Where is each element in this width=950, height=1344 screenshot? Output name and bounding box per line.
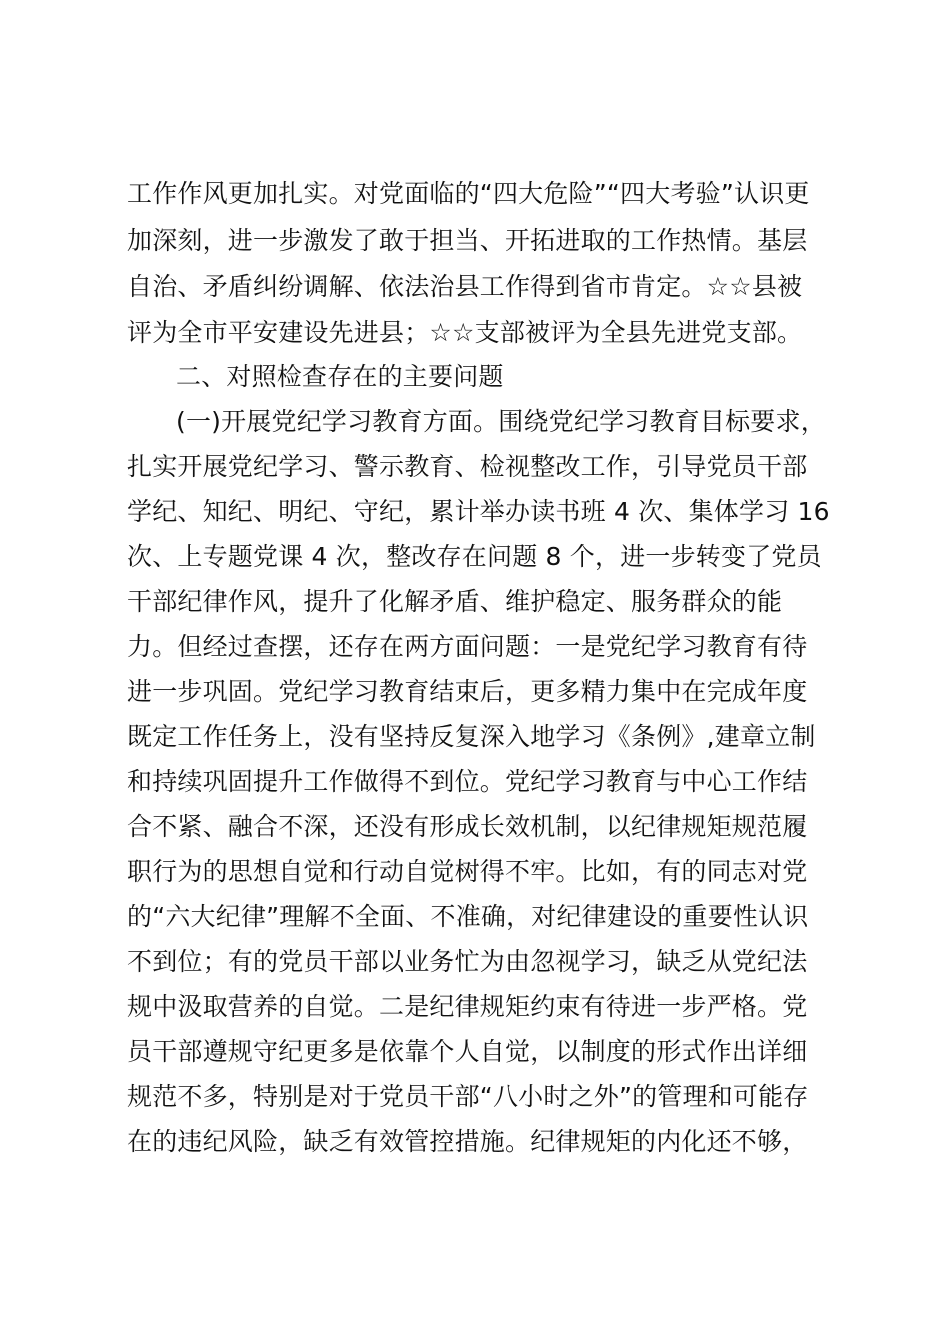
text-line: 规范不多，特别是对于党员干部“八小时之外”的管理和可能存 [127,1082,809,1111]
text-line: 职行为的思想自觉和行动自觉树得不牢。比如，有的同志对党 [127,857,808,886]
text-line: 学纪、知纪、明纪、守纪，累计举办读书班 4 次、集体学习 16 [127,497,830,526]
text-line: 规中汲取营养的自觉。二是纪律规矩约束有待进一步严格。党 [127,992,808,1021]
text-line: 的“六大纪律”理解不全面、不准确，对纪律建设的重要性认识 [127,902,809,931]
subsection-heading-line: (一)开展党纪学习教育方面。围绕党纪学习教育目标要求， [176,407,826,436]
section-heading: 二、对照检查存在的主要问题 [176,362,504,391]
text-line: 进一步巩固。党纪学习教育结束后，更多精力集中在完成年度 [127,677,808,706]
text-line: 既定工作任务上，没有坚持反复深入地学习《条例》,建章立制 [127,722,816,751]
text-line: 在的违纪风险，缺乏有效管控措施。纪律规矩的内化还不够， [127,1127,808,1156]
text-line: 合不紧、融合不深，还没有形成长效机制，以纪律规矩规范履 [127,812,808,841]
text-line: 扎实开展党纪学习、警示教育、检视整改工作，引导党员干部 [127,452,808,481]
text-line: 自治、矛盾纠纷调解、依法治县工作得到省市肯定。☆☆县被 [127,272,803,301]
text-line: 干部纪律作风，提升了化解矛盾、维护稳定、服务群众的能 [127,587,783,616]
text-line: 员干部遵规守纪更多是依靠个人自觉，以制度的形式作出详细 [127,1037,808,1066]
text-line: 评为全市平安建设先进县；☆☆支部被评为全县先进党支部。 [127,318,803,347]
text-line: 次、上专题党课 4 次，整改存在问题 8 个，进一步转变了党员 [127,542,822,571]
text-line: 加深刻，进一步激发了敢于担当、开拓进取的工作热情。基层 [127,226,808,255]
text-line: 不到位；有的党员干部以业务忙为由忽视学习，缺乏从党纪法 [127,947,808,976]
text-line: 力。但经过查摆，还存在两方面问题：一是党纪学习教育有待 [127,632,808,661]
text-line: 和持续巩固提升工作做得不到位。党纪学习教育与中心工作结 [127,767,808,796]
text-line: 工作作风更加扎实。对党面临的“四大危险”“四大考验”认识更 [127,179,810,208]
